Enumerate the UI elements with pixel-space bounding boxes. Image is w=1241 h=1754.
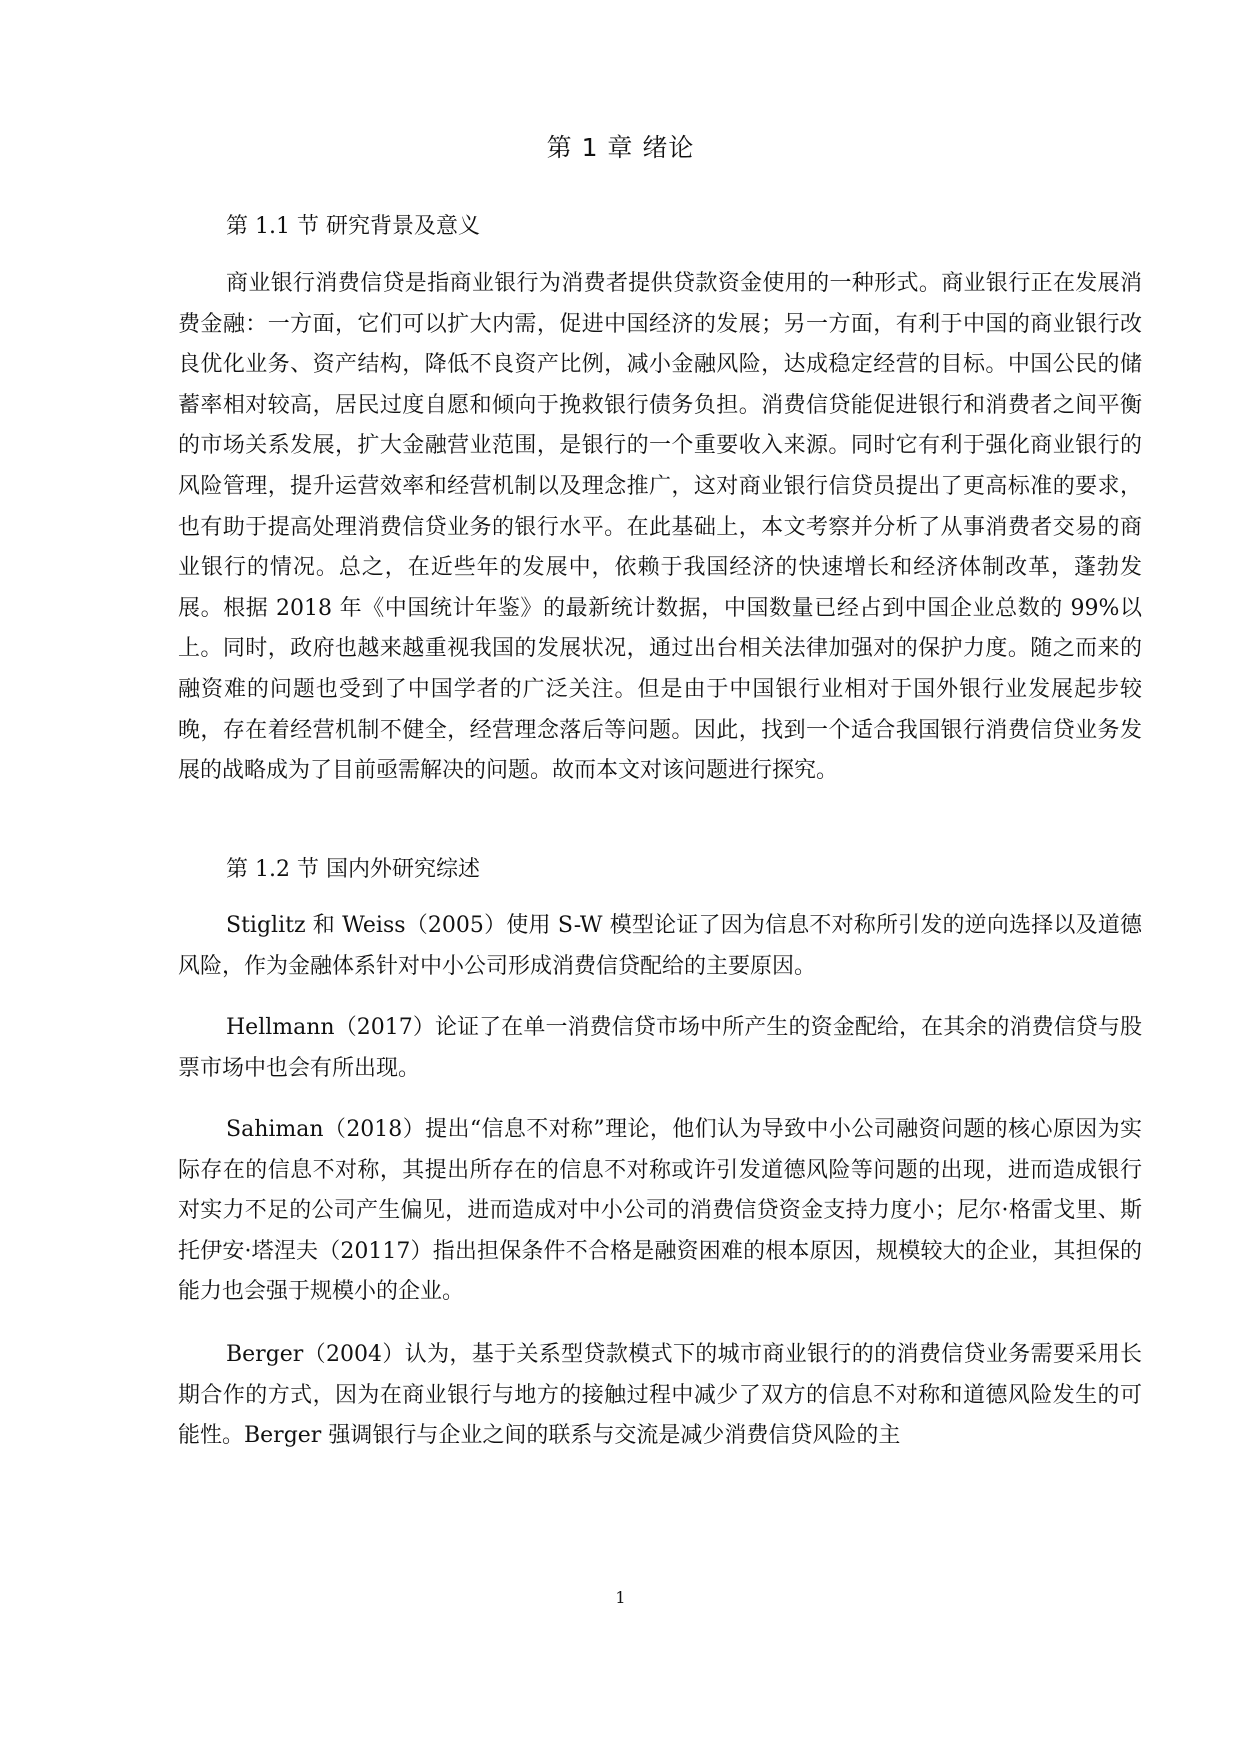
paragraph-sahiman: Sahiman（2018）提出“信息不对称”理论，他们认为导致中小公司融资问题的核心原因为实际存在的信息不对称，其提出所存在的信息不对称或许引发道德风险等问题的出现，进而造成银行对实力不足的公司产生偏见，进而造成对中小公司的消费信贷资金支持力度小；尼尔·格雷戈里、斯托伊安·塔涅夫（20117）指出担保条件不合格是融资困难的根本原因，规模较大的企业，其担保的能力也会强于规模小的企业。 [178, 1117, 1142, 1305]
paragraph-hellmann: Hellmann（2017）论证了在单一消费信贷市场中所产生的资金配给，在其余的消费信贷与股票市场中也会有所出现。 [178, 1015, 1142, 1081]
page-number: 1 [615, 1588, 626, 1607]
paragraph-stiglitz-weiss: Stiglitz 和 Weiss（2005）使用 S-W 模型论证了因为信息不对称所引发的逆向选择以及道德风险，作为金融体系针对中小公司形成消费信贷配给的主要原因。 [178, 913, 1142, 979]
section-heading-1-2: 第 1.2 节 国内外研究综述 [226, 857, 480, 882]
section-heading-1-1: 第 1.1 节 研究背景及意义 [226, 214, 480, 239]
paragraph-berger: Berger（2004）认为，基于关系型贷款模式下的城市商业银行的的消费信贷业务需要采用长期合作的方式，因为在商业银行与地方的接触过程中减少了双方的信息不对称和道德风险发生的可能性。Berger 强调银行与企业之间的联系与交流是减少消费信贷风险的主 [178, 1342, 1142, 1449]
paragraph-research-background: 商业银行消费信贷是指商业银行为消费者提供贷款资金使用的一种形式。商业银行正在发展消费金融：一方面，它们可以扩大内需，促进中国经济的发展；另一方面，有利于中国的商业银行改良优化业务、资产结构，降低不良资产比例，减小金融风险，达成稳定经营的目标。中国公民的储蓄率相对较高，居民过度自愿和倾向于挽救银行债务负担。消费信贷能促进银行和消费者之间平衡的市场关系发展，扩大金融营业范围，是银行的一个重要收入来源。同时它有利于强化商业银行的风险管理，提升运营效率和经营机制以及理念推广，这对商业银行信贷员提出了更高标准的要求，也有助于提高处理消费信贷业务的银行水平。在此基础上，本文考察并分析了从事消费者交易的商业银行的情况。总之，在近些年的发展中，依赖于我国经济的快速增长和经济体制改革，蓬勃发展。根据 2018 年《中国统计年鉴》的最新统计数据，中国数量已经占到中国企业总数的 99%以上。同时，政府也越来越重视我国的发展状况，通过出台相关法律加强对的保护力度。随之而来的融资难的问题也受到了中国学者的广泛关注。但是由于中国银行业相对于国外银行业发展起步较晚，存在着经营机制不健全，经营理念落后等问题。因此，找到一个适合我国银行消费信贷业务发展的战略成为了目前亟需解决的问题。故而本文对该问题进行探究。 [178, 271, 1142, 784]
chapter-title: 第 1 章 绪论 [546, 133, 695, 162]
